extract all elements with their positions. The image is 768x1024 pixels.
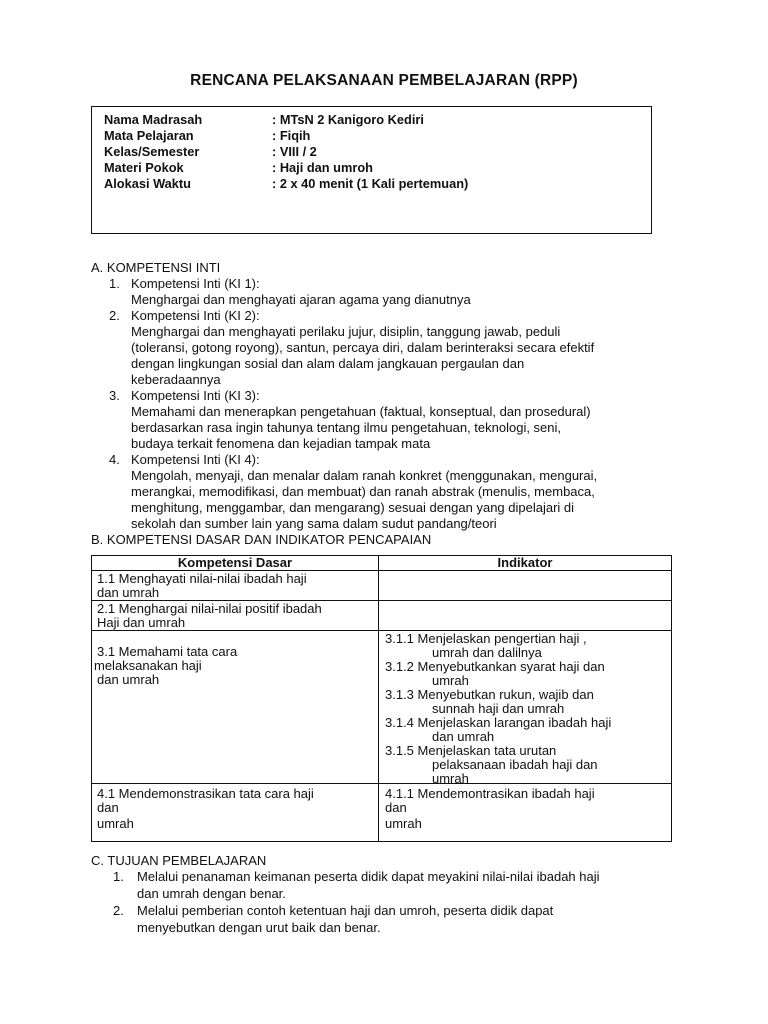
kd-text: 3.1 Memahami tata cara <box>97 644 238 659</box>
ki-title: Kompetensi Inti (KI 1): <box>131 276 260 291</box>
identity-value: : Fiqih <box>272 128 311 143</box>
identity-box <box>91 106 652 234</box>
indicator-text: 3.1.3 Menyebutkan rukun, wajib dan <box>385 687 594 702</box>
goal-text: Melalui penanaman keimanan peserta didik dapat meyakini nilai-nilai ibadah haji <box>137 869 600 884</box>
kd-cell <box>92 571 379 601</box>
section-b-heading: B. KOMPETENSI DASAR DAN INDIKATOR PENCAPAIAN <box>91 532 432 547</box>
identity-label: Nama Madrasah <box>104 112 203 127</box>
indicator-cell <box>379 784 672 842</box>
identity-value: : Haji dan umroh <box>272 160 373 175</box>
identity-value: : VIII / 2 <box>272 144 317 159</box>
indicator-text: dan umrah <box>432 729 495 744</box>
document-title: RENCANA PELAKSANAAN PEMBELAJARAN (RPP) <box>190 72 578 89</box>
ki-title: Kompetensi Inti (KI 3): <box>131 388 260 403</box>
kd-text: melaksanakan haji <box>94 658 202 673</box>
kd-table <box>91 555 672 842</box>
section-c-heading: C. TUJUAN PEMBELAJARAN <box>91 853 267 868</box>
ki-text: berdasarkan rasa ingin tahunya tentang ilmu pengetahuan, teknologi, seni, <box>131 420 562 435</box>
indicator-text: umrah <box>432 771 469 786</box>
indicator-text: 4.1.1 Mendemontrasikan ibadah haji <box>385 786 595 801</box>
kd-text: dan umrah <box>97 585 160 600</box>
kd-text: dan <box>97 800 119 815</box>
indicator-text: dan <box>385 800 407 815</box>
goal-text: menyebutkan dengan urut baik dan benar. <box>137 920 381 935</box>
ki-text: Memahami dan menerapkan pengetahuan (faktual, konseptual, dan prosedural) <box>131 404 591 419</box>
ki-text: merangkai, memodifikasi, dan membuat) dan ranah abstrak (menulis, membaca, <box>131 484 595 499</box>
ki-text: (toleransi, gotong royong), santun, percaya diri, dalam berinteraksi secara efektif <box>131 340 595 355</box>
kd-text: 4.1 Mendemonstrasikan tata cara haji <box>97 786 314 801</box>
indicator-text: umrah dan dalilnya <box>432 645 542 660</box>
indicator-text: pelaksanaan ibadah haji dan <box>432 757 598 772</box>
ki-text: sekolah dan sumber lain yang sama dalam sudut pandang/teori <box>131 516 497 531</box>
section-a-heading: A. KOMPETENSI INTI <box>91 260 221 275</box>
indicator-cell <box>379 631 672 784</box>
ki-text: dengan lingkungan sosial dan alam dalam jangkauan pergaulan dan <box>131 356 525 371</box>
kd-text: 2.1 Menghargai nilai-nilai positif ibadah <box>97 601 322 616</box>
ki-number: 2. <box>109 308 120 323</box>
identity-label: Mata Pelajaran <box>104 128 194 143</box>
kd-cell <box>92 601 379 631</box>
indicator-text: 3.1.1 Menjelaskan pengertian haji , <box>385 631 587 646</box>
identity-value: : 2 x 40 menit (1 Kali pertemuan) <box>272 176 469 191</box>
table-row <box>92 631 672 784</box>
identity-label: Alokasi Waktu <box>104 176 191 191</box>
ki-title: Kompetensi Inti (KI 2): <box>131 308 260 323</box>
ki-text: Mengolah, menyaji, dan menalar dalam ranah konkret (menggunakan, mengurai, <box>131 468 598 483</box>
ki-text: menghitung, menggambar, dan mengarang) sesuai dengan yang dipelajari di <box>131 500 575 515</box>
ki-number: 3. <box>109 388 120 403</box>
ki-text: Menghargai dan menghayati perilaku jujur, disiplin, tanggung jawab, peduli <box>131 324 561 339</box>
kd-column-header: Kompetensi Dasar <box>92 556 379 571</box>
kd-cell <box>92 631 379 784</box>
kd-cell <box>92 784 379 842</box>
kd-text: umrah <box>97 816 134 831</box>
indicator-text: 3.1.2 Menyebutkankan syarat haji dan <box>385 659 605 674</box>
ki-number: 1. <box>109 276 120 291</box>
indicator-cell <box>379 601 672 631</box>
table-header-row <box>92 556 672 571</box>
goal-text: dan umrah dengan benar. <box>137 886 286 901</box>
indicator-text: umrah <box>432 673 469 688</box>
goal-text: Melalui pemberian contoh ketentuan haji dan umroh, peserta didik dapat <box>137 903 554 918</box>
indicator-cell <box>379 571 672 601</box>
goal-number: 1. <box>113 869 124 884</box>
table-row <box>92 571 672 601</box>
kd-text: Haji dan umrah <box>97 615 186 630</box>
goal-number: 2. <box>113 903 124 918</box>
indicator-text: 3.1.4 Menjelaskan larangan ibadah haji <box>385 715 612 730</box>
kd-text: dan umrah <box>97 672 160 687</box>
table-row <box>92 601 672 631</box>
indicator-column-header: Indikator <box>379 556 672 571</box>
ki-text: keberadaannya <box>131 372 221 387</box>
identity-value: : MTsN 2 Kanigoro Kediri <box>272 112 424 127</box>
ki-title: Kompetensi Inti (KI 4): <box>131 452 260 467</box>
table-row <box>92 784 672 842</box>
identity-label: Kelas/Semester <box>104 144 200 159</box>
indicator-text: 3.1.5 Menjelaskan tata urutan <box>385 743 557 758</box>
kd-text: 1.1 Menghayati nilai-nilai ibadah haji <box>97 571 307 586</box>
ki-text: budaya terkait fenomena dan kejadian tampak mata <box>131 436 431 451</box>
indicator-text: sunnah haji dan umrah <box>432 701 565 716</box>
ki-text: Menghargai dan menghayati ajaran agama yang dianutnya <box>131 292 471 307</box>
indicator-text: umrah <box>385 816 422 831</box>
identity-label: Materi Pokok <box>104 160 184 175</box>
ki-number: 4. <box>109 452 120 467</box>
